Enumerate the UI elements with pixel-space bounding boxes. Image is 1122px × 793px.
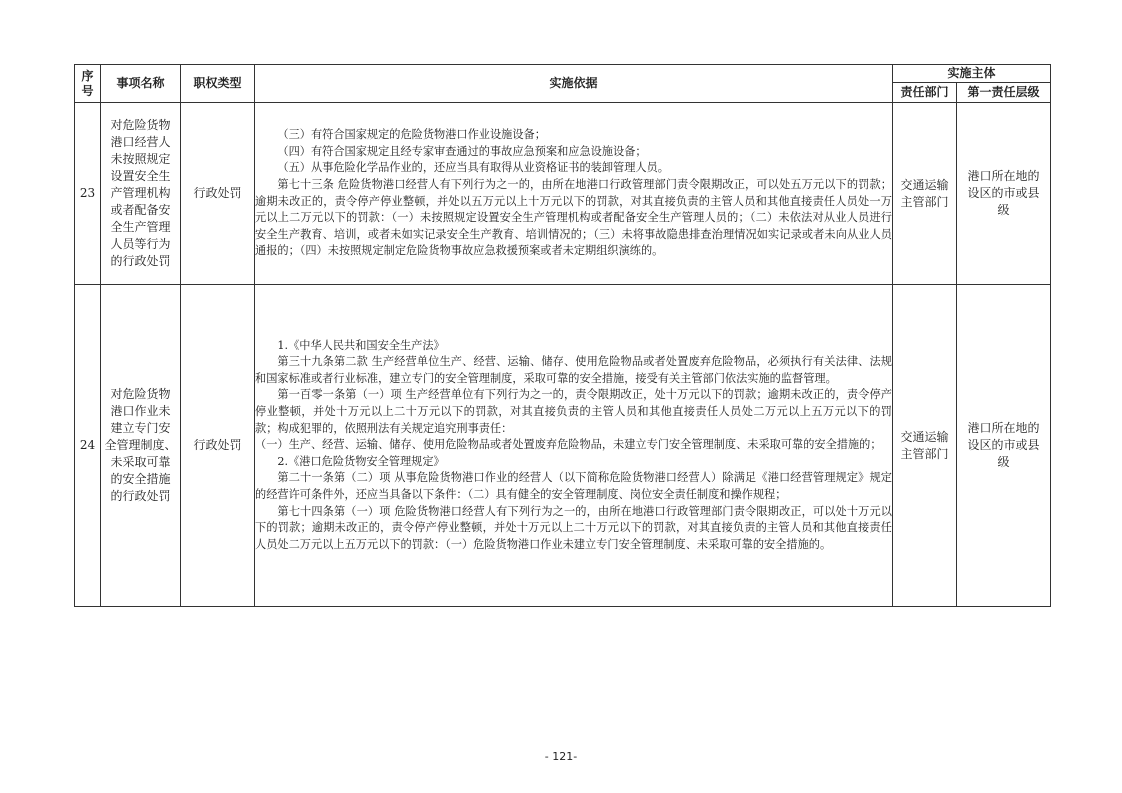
- name-line: 或者配备安: [110, 203, 171, 217]
- basis-paragraph: 第七十四条第（一）项 危险货物港口经营人有下列行为之一的，由所在地港口行政管理部门责令限期改正，可以处十万元以下的罚款；逾期未改正的，责令停产停业整顿，并处十万元以上二十万元以下的罚款，对其直接负责的主管人员和其他直接责任人员处二万元以上五万元以下的罚款：（一）危险货物港口作业未建立专门安全管理制度、未采取可靠的安全措施的。: [255, 504, 892, 551]
- basis-paragraph: （一）生产、经营、运输、储存、使用危险物品或者处置废弃危险物品，未建立专门安全管理制度、未采取可靠的安全措施的；: [255, 438, 882, 452]
- dept-line: 主管部门: [900, 446, 949, 461]
- row-level: [957, 103, 1051, 285]
- basis-paragraph: 第二十一条第（二）项 从事危险货物港口作业的经营人（以下简称危险货物港口经营人）除满足《港口经营管理规定》规定的经营许可条件外，还应当具备以下条件：（二）具有健全的安全管理制度、岗位安全责任制度和操作规程；: [255, 471, 892, 501]
- row-dept: [893, 103, 957, 285]
- dept-line: 主管部门: [900, 194, 949, 209]
- header-seq: [75, 65, 101, 103]
- name-line: 未按照规定: [110, 152, 171, 166]
- row-seq: 24: [75, 285, 101, 607]
- basis-paragraph: 2.《港口危险货物安全管理规定》: [277, 454, 445, 468]
- basis-paragraph: （五）从事危险化学品作业的，还应当具有取得从业资格证书的装卸管理人员。: [277, 161, 669, 175]
- name-line: 的行政处罚: [110, 254, 171, 268]
- name-line: 对危险货物: [110, 118, 171, 132]
- name-line: 港口作业未: [110, 404, 171, 418]
- name-line: 全生产管理: [110, 220, 171, 234]
- level-line: 港口所在地的: [967, 169, 1040, 183]
- row-power-type: 行政处罚: [181, 285, 255, 607]
- header-power-type: 职权类型: [181, 65, 255, 103]
- page-number: - 121-: [544, 750, 578, 763]
- header-basis: 实施依据: [255, 65, 893, 103]
- name-line: 对危险货物: [110, 387, 171, 401]
- row-dept: [893, 285, 957, 607]
- row-basis: [255, 285, 893, 607]
- name-line: 人员等行为: [110, 237, 171, 251]
- header-item-name: 事项名称: [101, 65, 181, 103]
- basis-paragraph: 第一百零一条第（一）项 生产经营单位有下列行为之一的，责令限期改正，处十万元以下的罚款；逾期未改正的，责令停产停业整顿，并处十万元以上二十万元以下的罚款，对其直接负责的主管人员和其他直接责任人员处二万元以上五万元以下的罚款；构成犯罪的，依照刑法有关规定追究刑事责任：: [255, 388, 892, 435]
- dept-line: 交通运输: [900, 177, 949, 192]
- name-line: 产管理机构: [110, 186, 171, 200]
- dept-line: 交通运输: [900, 429, 949, 444]
- table-row: [75, 285, 1051, 607]
- name-line: 的安全措施: [110, 472, 171, 486]
- row-item-name: [101, 285, 181, 607]
- name-line: 的行政处罚: [110, 489, 171, 503]
- basis-paragraph: （三）有符合国家规定的危险货物港口作业设施设备；: [277, 128, 546, 142]
- row-basis: [255, 103, 893, 285]
- basis-paragraph: 第三十九条第二款 生产经营单位生产、经营、运输、储存、使用危险物品或者处置废弃危险物品，必须执行有关法律、法规和国家标准或者行业标准，建立专门的安全管理制度，采取可靠的安全措施，接受有关主管部门依法实施的监督管理。: [255, 355, 892, 385]
- table-row: [75, 103, 1051, 285]
- basis-paragraph: 1.《中华人民共和国安全生产法》: [277, 338, 445, 352]
- name-line: 全管理制度、: [104, 438, 177, 452]
- header-dept: 责任部门: [893, 83, 957, 103]
- level-line: 设区的市或县: [967, 438, 1040, 452]
- level-line: 港口所在地的: [967, 421, 1040, 435]
- basis-paragraph: 第七十三条 危险货物港口经营人有下列行为之一的，由所在地港口行政管理部门责令限期改正，可以处五万元以下的罚款；逾期未改正的，责令停产停业整顿，并处以五万元以上十万元以下的罚款，对其直接负责的主管人员和其他直接责任人员处一万元以上二万元以下的罚款：（一）未按照规定设置安全生产管理机构或者配备安全生产管理人员的；（二）未依法对从业人员进行安全生产教育、培训，或者未如实记录安全生产教育、培训情况的；（三）未将事故隐患排查治理情况如实记录或者未向从业人员通报的；（四）未按照规定制定危险货物事故应急救援预案或者未定期组织演练的。: [255, 177, 892, 258]
- level-line: 级: [997, 455, 1010, 469]
- row-seq: 23: [75, 103, 101, 285]
- name-line: 建立专门安: [110, 421, 171, 435]
- row-item-name: [101, 103, 181, 285]
- header-level: 第一责任层级: [957, 83, 1051, 103]
- row-level: [957, 285, 1051, 607]
- name-line: 设置安全生: [110, 169, 171, 183]
- level-line: 设区的市或县: [967, 186, 1040, 200]
- header-subject: 实施主体: [893, 65, 1051, 83]
- basis-paragraph: （四）有符合国家规定且经专家审查通过的事故应急预案和应急设施设备；: [277, 144, 647, 158]
- row-power-type: 行政处罚: [181, 103, 255, 285]
- header-seq-label: 序号: [81, 68, 94, 98]
- level-line: 级: [997, 203, 1010, 217]
- name-line: 港口经营人: [110, 135, 171, 149]
- name-line: 未采取可靠: [110, 455, 171, 469]
- enforcement-items-table: [74, 64, 1051, 607]
